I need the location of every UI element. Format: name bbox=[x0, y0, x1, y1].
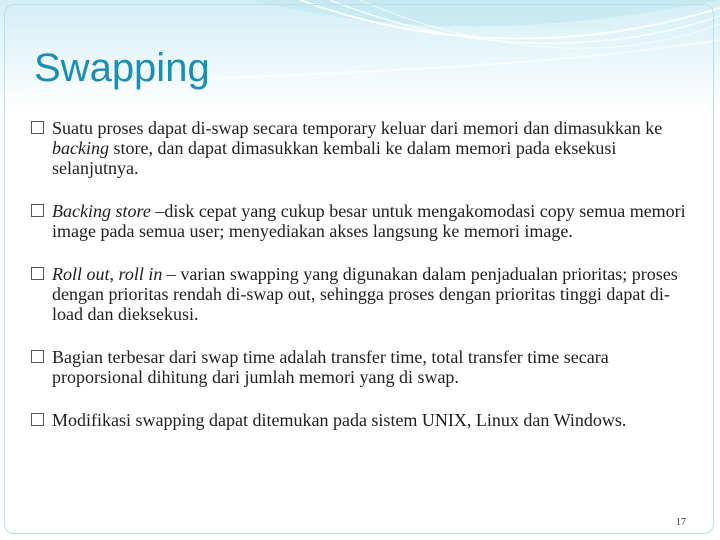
bullet-inline-term: backing bbox=[52, 138, 109, 158]
bullet-item bbox=[30, 201, 690, 241]
bullet-box-icon bbox=[31, 413, 44, 426]
bullet-box-icon bbox=[31, 267, 44, 280]
bullet-item bbox=[30, 410, 690, 430]
bullet-term: Backing store bbox=[52, 201, 151, 221]
bullet-text: –disk cepat yang cukup besar untuk mengakomodasi copy semua memori image pada semua user; menyediakan akses langsung ke memori image. bbox=[52, 201, 686, 241]
bullet-item bbox=[30, 347, 690, 387]
bullet-text: Modifikasi swapping dapat ditemukan pada sistem UNIX, Linux dan Windows. bbox=[52, 410, 627, 430]
bullet-text: Suatu proses dapat di-swap secara temporary keluar dari memori dan dimasukkan ke bbox=[52, 118, 663, 138]
slide-title: Swapping bbox=[34, 46, 210, 90]
bullet-box-icon bbox=[31, 121, 44, 134]
bullet-text: Bagian terbesar dari swap time adalah transfer time, total transfer time secara proporsional dihitung dari jumlah memori yang di swap. bbox=[52, 347, 609, 387]
bullet-list bbox=[30, 118, 690, 453]
page-number: 17 bbox=[676, 517, 686, 528]
bullet-item bbox=[30, 118, 690, 178]
bullet-item bbox=[30, 264, 690, 324]
bullet-text: – varian swapping yang digunakan dalam penjadualan prioritas; proses dengan prioritas rendah di-swap out, sehingga proses dengan prioritas tinggi dapat di-load dan dieksekusi. bbox=[52, 264, 678, 324]
bullet-text-after: store, dan dapat dimasukkan kembali ke dalam memori pada eksekusi selanjutnya. bbox=[52, 138, 617, 178]
bullet-box-icon bbox=[31, 350, 44, 363]
bullet-box-icon bbox=[31, 204, 44, 217]
bullet-term: Roll out, roll in bbox=[52, 264, 163, 284]
